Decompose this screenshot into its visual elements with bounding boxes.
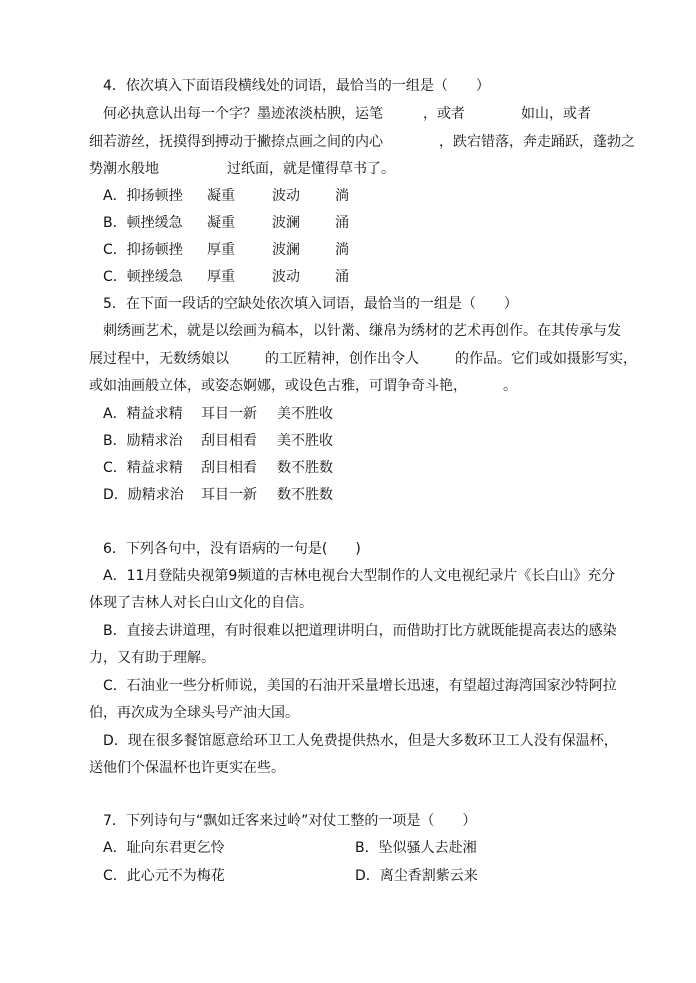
q4-option-c-w2: 厚重 bbox=[207, 242, 235, 258]
q4-passage-text: 细若游丝，抚摸得到搏动于撇捺点画之间的内心 bbox=[89, 134, 383, 150]
q4-option-a-w3: 波动 bbox=[272, 188, 300, 204]
q4-passage-text: ，跌宕错落，奔走踊跃，蓬勃之 bbox=[439, 134, 635, 150]
q5-passage-text: 。 bbox=[503, 378, 517, 394]
q4-passage-text: 何必执意认出每一个字？墨迹浓淡枯腴，运笔 bbox=[103, 106, 383, 122]
q5-option-b-w1: B．励精求治 bbox=[103, 433, 183, 449]
q5-option-c-w2: 刮目相看 bbox=[201, 460, 257, 476]
q7-option-b: B．坠似骚人去赴湘 bbox=[355, 840, 477, 856]
q4-passage-line-3 bbox=[89, 159, 395, 179]
q4-option-d-w2: 厚重 bbox=[207, 269, 235, 285]
q7-question: 7．下列诗句与“飘如迁客来过岭”对仗工整的一项是（ ） bbox=[103, 813, 477, 829]
q4-option-d-w4: 涌 bbox=[335, 269, 349, 285]
q5-option-d-w2: 耳目一新 bbox=[201, 487, 257, 503]
q4-passage-text: ，或者 bbox=[423, 106, 465, 122]
q4-option-c-w1: C．抑扬顿挫 bbox=[103, 242, 183, 258]
q7-option-c: C．此心元不为梅花 bbox=[103, 868, 225, 884]
q5-passage-line-2 bbox=[89, 349, 637, 369]
q4-option-a-w4: 淌 bbox=[335, 188, 349, 204]
q5-option-b-w3: 美不胜收 bbox=[277, 433, 333, 449]
q5-option-d-w1: D．励精求治 bbox=[103, 487, 184, 503]
q4-option-d-w1: C．顿挫缓急 bbox=[103, 269, 183, 285]
q5-passage-line-3 bbox=[89, 376, 517, 396]
q4-passage-text: 势潮水般地 bbox=[89, 161, 159, 177]
q6-option-d-line-1: D．现在很多餐馆愿意给环卫工人免费提供热水，但是大多数环卫工人没有保温杯， bbox=[103, 733, 618, 749]
q5-passage-line-1: 刺绣画艺术，就是以绘画为稿本，以针黹、缣帛为绣材的艺术再创作。在其传承与发 bbox=[103, 323, 621, 339]
q6-option-a-line-1: A．11月登陆央视第9频道的吉林电视台大型制作的人文电视纪录片《长白山》充分 bbox=[103, 568, 616, 584]
q6-question: 6．下列各句中，没有语病的一句是( ) bbox=[103, 541, 361, 557]
q6-option-c-line-2: 伯，再次成为全球头号产油大国。 bbox=[89, 705, 299, 721]
q5-option-d-w3: 数不胜数 bbox=[277, 487, 333, 503]
q6-option-b-line-2: 力，又有助于理解。 bbox=[89, 650, 215, 666]
q4-option-a-w1: A．抑扬顿挫 bbox=[103, 188, 183, 204]
q5-option-b-w2: 刮目相看 bbox=[201, 433, 257, 449]
q4-passage-text: 过纸面，就是懂得草书了。 bbox=[227, 161, 395, 177]
q4-option-b-w4: 涌 bbox=[335, 215, 349, 231]
q5-passage-text: 或如油画般立体，或姿态婀娜，或设色古雅，可谓争奇斗艳， bbox=[89, 378, 467, 394]
q4-option-b-w3: 波澜 bbox=[272, 215, 300, 231]
q4-option-b-w1: B．顿挫缓急 bbox=[103, 215, 183, 231]
q5-option-a-w2: 耳目一新 bbox=[201, 406, 257, 422]
q5-option-a-w1: A．精益求精 bbox=[103, 406, 183, 422]
q5-passage-text: 的工匠精神，创作出令人 bbox=[265, 351, 419, 367]
q5-question: 5．在下面一段话的空缺处依次填入词语，最恰当的一组是（ ） bbox=[103, 296, 518, 312]
q5-passage-text: 的作品。它们或如摄影写实， bbox=[455, 351, 637, 367]
q4-passage-text: 如山，或者 bbox=[521, 106, 591, 122]
q6-option-d-line-2: 送他们个保温杯也许更实在些。 bbox=[89, 760, 285, 776]
q4-option-c-w4: 淌 bbox=[335, 242, 349, 258]
q5-option-c-w1: C．精益求精 bbox=[103, 460, 183, 476]
q4-passage-line-2 bbox=[89, 132, 635, 152]
q4-question: 4．依次填入下面语段横线处的词语，最恰当的一组是（ ） bbox=[103, 78, 490, 94]
q5-option-a-w3: 美不胜收 bbox=[277, 406, 333, 422]
q5-option-c-w3: 数不胜数 bbox=[277, 460, 333, 476]
q7-option-d: D．离尘香割紫云来 bbox=[355, 868, 478, 884]
q4-option-d-w3: 波动 bbox=[272, 269, 300, 285]
q4-option-a-w2: 凝重 bbox=[207, 188, 235, 204]
q7-option-a: A．耻向东君更乞怜 bbox=[103, 840, 225, 856]
q6-option-c-line-1: C．石油业一些分析师说，美国的石油开采量增长迅速，有望超过海湾国家沙特阿拉 bbox=[103, 678, 617, 694]
q6-option-b-line-1: B．直接去讲道理，有时很难以把道理讲明白，而借助打比方就既能提高表达的感染 bbox=[103, 623, 617, 639]
q4-option-c-w3: 波澜 bbox=[272, 242, 300, 258]
q6-option-a-line-2: 体现了吉林人对长白山文化的自信。 bbox=[89, 595, 313, 611]
q4-option-b-w2: 凝重 bbox=[207, 215, 235, 231]
q5-passage-text: 展过程中，无数绣娘以 bbox=[89, 351, 229, 367]
q4-passage-line-1 bbox=[103, 104, 591, 124]
